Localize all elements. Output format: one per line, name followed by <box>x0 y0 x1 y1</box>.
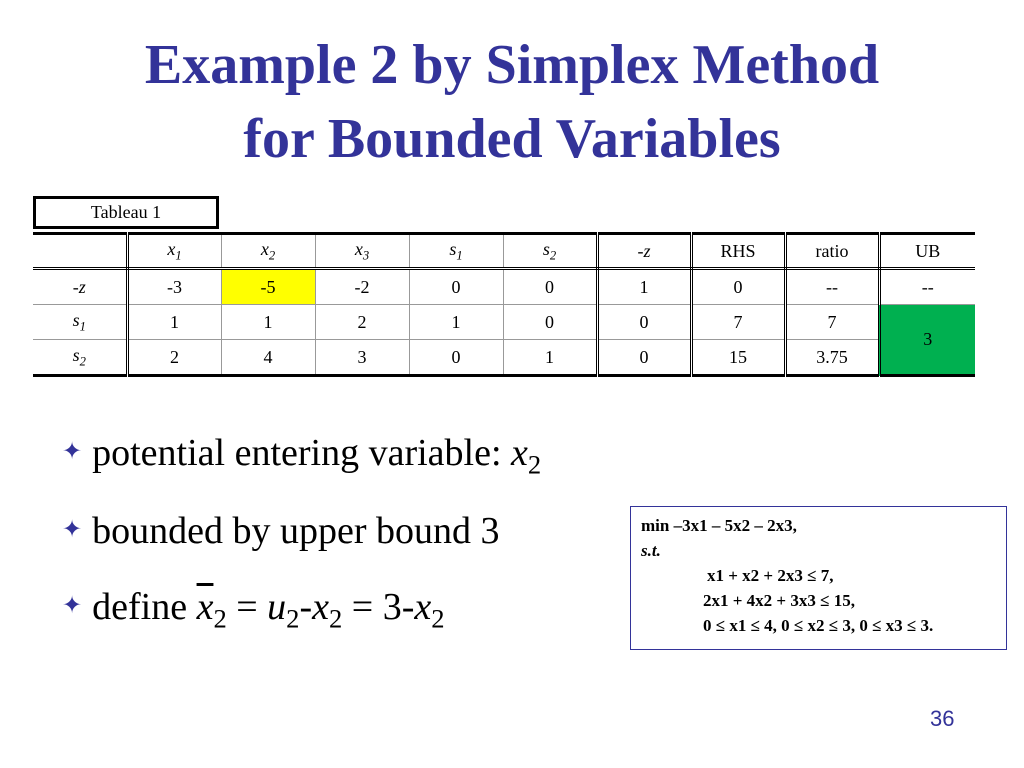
table-cell: 4 <box>221 340 315 376</box>
page-number: 36 <box>930 706 955 731</box>
bullet-item-3 <box>62 584 445 641</box>
table-cell: 0 <box>597 340 691 376</box>
problem-constraint-1: x1 + x2 + 2x3 ≤ 7, <box>707 566 834 585</box>
table-cell: 15 <box>691 340 785 376</box>
table-cell: 3.75 <box>785 340 879 376</box>
table-cell: 1 <box>409 305 503 340</box>
table-cell: -2 <box>315 269 409 305</box>
table-cell: 1 <box>221 305 315 340</box>
table-cell: 0 <box>691 269 785 305</box>
header-cell-negz: -z <box>597 234 691 269</box>
row-basic-s1: $s_1$ <box>33 305 127 340</box>
simplex-tableau <box>33 232 975 377</box>
tableau-header-row <box>33 234 975 269</box>
bullet-text-3: define <box>92 586 197 628</box>
slide-title <box>0 28 1024 176</box>
table-row <box>33 269 975 305</box>
header-cell-ratio: ratio <box>785 234 879 269</box>
table-cell: 1 <box>127 305 221 340</box>
bullet-text-2: bounded by upper bound 3 <box>92 510 500 552</box>
bullet-item-2 <box>62 508 500 553</box>
star-bullet-icon: ✦ <box>62 439 83 465</box>
problem-constraint-2: 2x1 + 4x2 + 3x3 ≤ 15, <box>703 591 855 610</box>
problem-bounds: 0 ≤ x1 ≤ 4, 0 ≤ x2 ≤ 3, 0 ≤ x3 ≤ 3. <box>703 616 934 635</box>
table-cell: 0 <box>503 305 597 340</box>
problem-statement-box <box>630 506 1007 650</box>
header-cell-ub: UB <box>879 234 975 269</box>
header-cell-s1: $s_1$ <box>409 234 503 269</box>
table-row <box>33 340 975 376</box>
header-cell-x1: $x_1$ <box>127 234 221 269</box>
star-bullet-icon: ✦ <box>62 517 83 543</box>
header-cell-rhs: RHS <box>691 234 785 269</box>
table-cell: 1 <box>503 340 597 376</box>
table-cell: 0 <box>409 340 503 376</box>
table-cell: 7 <box>691 305 785 340</box>
table-cell: 3 <box>315 340 409 376</box>
table-cell: 2 <box>315 305 409 340</box>
header-cell-x2: $x_2$ <box>221 234 315 269</box>
header-cell-empty <box>33 234 127 269</box>
tableau-label: Tableau 1 <box>33 196 219 229</box>
table-cell: 7 <box>785 305 879 340</box>
bullet-math-define: $\overline{x}_2 = u_2-x_2 = 3-x_2$ <box>196 586 445 634</box>
title-line-1: Example 2 by Simplex Method <box>144 34 880 96</box>
table-cell: -- <box>879 269 975 305</box>
star-bullet-icon: ✦ <box>62 593 83 619</box>
title-line-2: for Bounded Variables <box>243 108 781 170</box>
table-cell: -- <box>785 269 879 305</box>
problem-subject-to: s.t. <box>641 541 661 560</box>
bullet-math-x2: x <box>511 432 528 474</box>
header-cell-s2: $s_2$ <box>503 234 597 269</box>
table-cell: 1 <box>597 269 691 305</box>
row-basic-negz: -z <box>33 269 127 305</box>
table-cell: 0 <box>409 269 503 305</box>
table-cell: 0 <box>503 269 597 305</box>
bullet-math-sub: 2 <box>527 449 542 480</box>
header-cell-x3: $x_3$ <box>315 234 409 269</box>
row-basic-s2: $s_2$ <box>33 340 127 376</box>
table-cell: -3 <box>127 269 221 305</box>
bullet-text-1: potential entering variable: <box>92 432 511 474</box>
bullet-item-1 <box>62 430 541 487</box>
table-cell: 2 <box>127 340 221 376</box>
table-row <box>33 305 975 340</box>
table-cell: 0 <box>597 305 691 340</box>
table-cell-pivot-highlight: -5 <box>221 269 315 305</box>
ub-merged-cell: 3 <box>879 305 975 376</box>
problem-objective: min –3x1 – 5x2 – 2x3, <box>641 516 797 535</box>
